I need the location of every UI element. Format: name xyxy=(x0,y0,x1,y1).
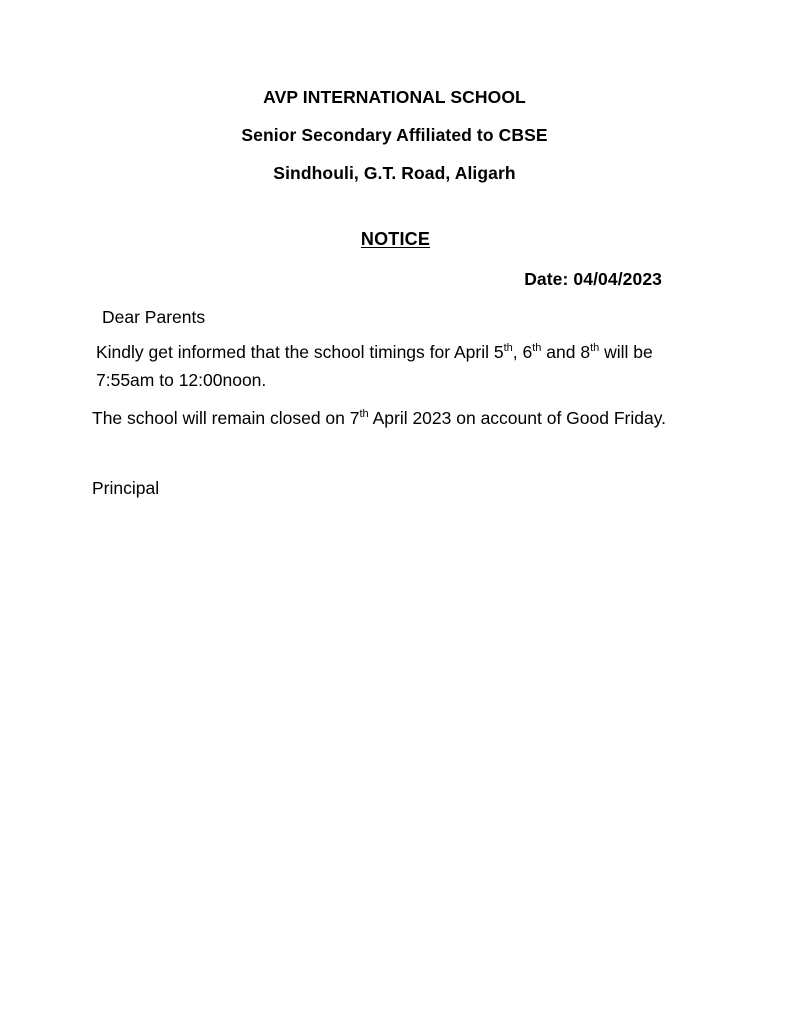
notice-heading: NOTICE xyxy=(360,229,431,249)
paragraph1-segment-3: and 8 xyxy=(541,342,591,362)
salutation: Dear Parents xyxy=(102,307,206,327)
body-paragraph-2 xyxy=(92,404,699,432)
paragraph1-ordinal-2: th xyxy=(532,342,542,355)
paragraph1-segment-2: , 6 xyxy=(512,342,533,362)
school-address: Sindhouli, G.T. Road, Aligarh xyxy=(273,163,516,183)
notice-heading-row xyxy=(92,229,699,250)
body-paragraph-1 xyxy=(92,338,699,394)
paragraph2-segment-2: April 2023 on account of Good Friday. xyxy=(368,408,667,428)
document-header xyxy=(90,78,699,192)
paragraph1-segment-4: will be 7:55am to 12:00noon. xyxy=(96,342,653,390)
paragraph1-segment-1: Kindly get informed that the school timings for April 5 xyxy=(96,342,504,362)
notice-date: Date: 04/04/2023 xyxy=(524,269,662,289)
paragraph2-ordinal-1: th xyxy=(359,408,369,421)
paragraph1-ordinal-1: th xyxy=(503,342,513,355)
paragraph1-ordinal-3: th xyxy=(590,342,600,355)
school-affiliation: Senior Secondary Affiliated to CBSE xyxy=(241,125,548,145)
school-name: AVP INTERNATIONAL SCHOOL xyxy=(263,87,526,107)
paragraph2-segment-1: The school will remain closed on 7 xyxy=(92,408,360,428)
signoff-principal: Principal xyxy=(92,478,160,498)
